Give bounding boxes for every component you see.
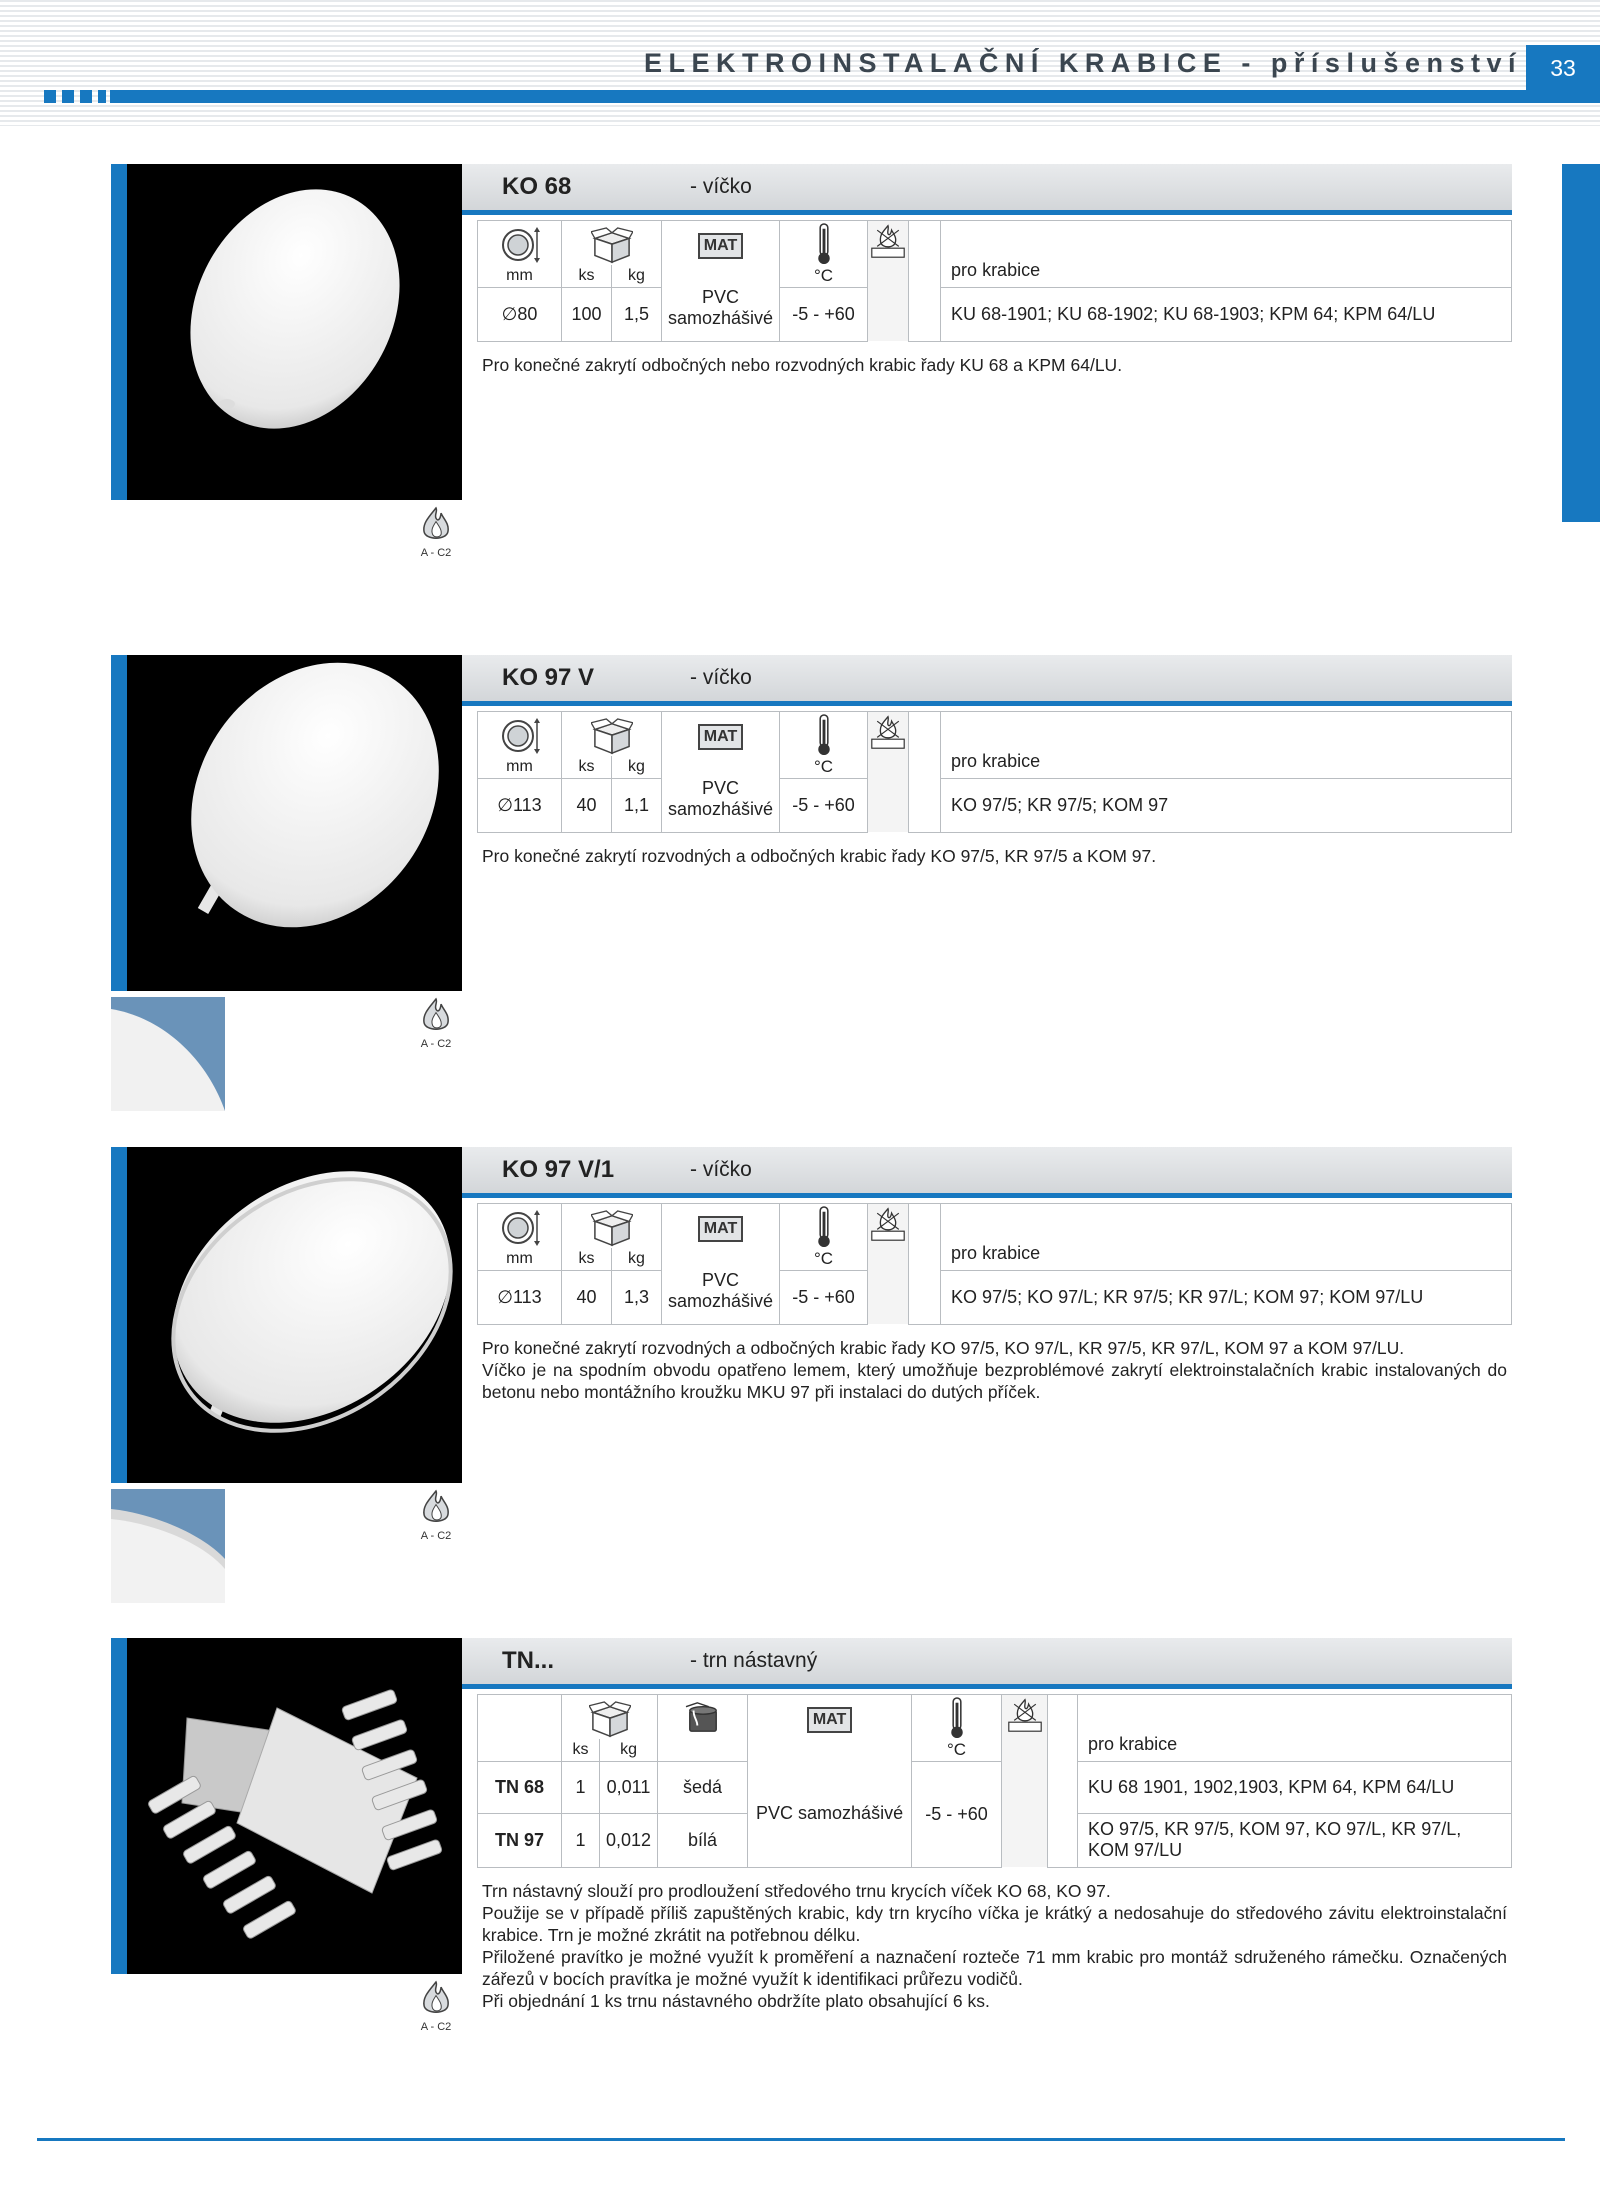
material-header-cell: [748, 1695, 912, 1762]
temperature-value: -5 - +60: [780, 778, 868, 832]
compatible-boxes: KU 68 1901, 1902,1903, KPM 64, KPM 64/LU: [1078, 1761, 1512, 1813]
product-title-bar: [462, 655, 1512, 706]
thermometer-icon: [816, 714, 832, 756]
glow-wire-icon: [870, 714, 906, 750]
flame-cert-icon: [419, 997, 453, 1035]
mat-icon: MAT: [807, 1707, 852, 1733]
flame-cert-icon: [419, 1489, 453, 1527]
temperature-header-cell: [780, 712, 868, 757]
ks-value: 100: [562, 287, 612, 341]
glow-wire-cell: [868, 1204, 909, 1325]
material-value: PVC samozhášivé: [748, 1761, 912, 1867]
pro-krabice-label: pro krabice: [941, 221, 1512, 288]
glow-wire-icon: [870, 223, 906, 259]
celsius-label: °C: [780, 265, 868, 287]
description-paragraph: Při objednání 1 ks trnu nástavného obdržíte plato obsahující 6 ks.: [482, 1991, 990, 2011]
kg-value: 1,3: [612, 1270, 662, 1324]
celsius-label: °C: [912, 1739, 1002, 1761]
spec-table: [477, 1203, 1512, 1325]
diameter-header-cell: [478, 712, 562, 757]
box-icon: [591, 227, 633, 265]
color-paint-icon: [684, 1701, 722, 1735]
header-square: [44, 90, 56, 103]
cert-label: A - C2: [420, 547, 452, 559]
product-name: - víčko: [690, 175, 752, 198]
compatible-boxes: KU 68-1901; KU 68-1902; KU 68-1903; KPM 64; KPM 64/LU: [941, 287, 1512, 341]
description-paragraph: Pro konečné zakrytí rozvodných a odbočných krabic řady KO 97/5, KR 97/5 a KOM 97.: [482, 846, 1157, 866]
package-header-cell: [562, 1204, 662, 1249]
kg-label: kg: [600, 1739, 658, 1761]
footer-line: [37, 2138, 1565, 2141]
compatible-boxes: KO 97/5; KR 97/5; KOM 97: [941, 778, 1512, 832]
kg-value: 0,011: [600, 1761, 658, 1813]
cover-photo-image: [127, 655, 462, 991]
spec-table: [477, 220, 1512, 342]
description-paragraph: Přiložené pravítko je možné využít k proměření a naznačení rozteče 71 mm krabic pro montáž sdruženého rámečku. Označených zářezů v bocích pravítka je možné využít k identifikaci průřezu vodičů.: [482, 1947, 1507, 1989]
ks-label: ks: [562, 265, 612, 287]
temperature-header-cell: [912, 1695, 1002, 1740]
photo-accent-bar: [111, 655, 127, 991]
header-square: [98, 90, 106, 103]
product-code: TN...: [502, 1647, 554, 1674]
description-paragraph: Pro konečné zakrytí rozvodných a odbočných krabic řady KO 97/5, KO 97/L, KR 97/5, KR 97/L, KOM 97 a KOM 97/LU.: [482, 1338, 1405, 1358]
product-photo: [111, 1147, 462, 1483]
glow-wire-icon: [870, 1206, 906, 1242]
product-description: [482, 1337, 1507, 1403]
diameter-icon: [500, 1208, 540, 1248]
pro-krabice-label: pro krabice: [941, 1204, 1512, 1271]
photo-accent-bar: [111, 164, 127, 500]
ks-value: 40: [562, 1270, 612, 1324]
package-header-cell: [562, 712, 662, 757]
product-name: - víčko: [690, 666, 752, 689]
kg-label: kg: [612, 265, 662, 287]
product-description: [482, 354, 1507, 376]
page-number: 33: [1526, 45, 1600, 91]
product-photo: [111, 1638, 462, 1974]
material-value: PVC samozhášivé: [662, 287, 780, 341]
mm-label: mm: [478, 756, 562, 778]
product-code: KO 68: [502, 173, 572, 200]
mm-label: mm: [478, 265, 562, 287]
mat-icon: MAT: [698, 724, 743, 750]
glow-wire-cell: [1002, 1695, 1048, 1868]
header-square: [62, 90, 74, 103]
celsius-label: °C: [780, 756, 868, 778]
kg-value: 1,1: [612, 778, 662, 832]
empty-cell: [1048, 1695, 1078, 1868]
product-description: [482, 1880, 1507, 2012]
side-tab: [1562, 164, 1600, 522]
ks-value: 1: [562, 1813, 600, 1867]
box-icon: [591, 718, 633, 756]
cert-label: A - C2: [420, 2021, 452, 2033]
empty-cell: [909, 221, 941, 342]
product-title-bar: [462, 1147, 1512, 1198]
flame-cert-badge: [416, 506, 456, 559]
product-photo: [111, 164, 462, 500]
box-icon: [591, 1210, 633, 1248]
table-row: [478, 1761, 1512, 1813]
description-paragraph: Víčko je na spodním obvodu opatřeno lemem, který umožňuje bezproblémové zakrytí elektroinstalačních krabic instalovaných do betonu nebo montážního kroužku MKU 97 při instalaci do dutých příček.: [482, 1360, 1507, 1402]
temperature-value: -5 - +60: [780, 287, 868, 341]
color-value: šedá: [658, 1761, 748, 1813]
diameter-value: ∅113: [478, 778, 562, 832]
diameter-value: ∅80: [478, 287, 562, 341]
product-code: KO 97 V: [502, 664, 595, 691]
color-header-cell: [658, 1695, 748, 1762]
variant-code: TN 97: [478, 1813, 562, 1867]
ks-value: 40: [562, 778, 612, 832]
glow-wire-icon: [1007, 1697, 1043, 1733]
color-value: bílá: [658, 1813, 748, 1867]
description-paragraph: Použije se v případě příliš zapuštěných krabic, kdy trn krycího víčka je krátký a nedosahuje do středového závitu elektroinstalační krabice. Trn je možné zkrátit na potřebnou délku.: [482, 1903, 1507, 1945]
pro-krabice-label: pro krabice: [1078, 1695, 1512, 1762]
material-header-cell: [662, 712, 780, 779]
kg-label: kg: [612, 756, 662, 778]
diameter-icon: [500, 225, 540, 265]
temperature-value: -5 - +60: [912, 1761, 1002, 1867]
header-bar: [110, 90, 1600, 103]
temperature-value: -5 - +60: [780, 1270, 868, 1324]
mm-label: mm: [478, 1248, 562, 1270]
material-header-cell: [662, 221, 780, 288]
glow-wire-cell: [868, 712, 909, 833]
photo-accent-bar: [111, 1147, 127, 1483]
box-icon: [589, 1701, 631, 1739]
kg-label: kg: [612, 1248, 662, 1270]
flame-cert-badge: [416, 997, 456, 1050]
material-value: PVC samozhášivé: [662, 1270, 780, 1324]
compatible-boxes: KO 97/5; KO 97/L; KR 97/5; KR 97/L; KOM 97; KOM 97/LU: [941, 1270, 1512, 1324]
detail-photo: [111, 997, 225, 1111]
thermometer-icon: [816, 1206, 832, 1248]
product-name: - víčko: [690, 1158, 752, 1181]
product-name: - trn nástavný: [690, 1649, 818, 1672]
flame-cert-icon: [419, 1980, 453, 2018]
diameter-icon: [500, 716, 540, 756]
product-code: KO 97 V/1: [502, 1156, 615, 1183]
spec-table: [477, 711, 1512, 833]
flame-cert-icon: [419, 506, 453, 544]
cover-photo-image: [127, 1147, 462, 1483]
temperature-header-cell: [780, 221, 868, 266]
celsius-label: °C: [780, 1248, 868, 1270]
diameter-value: ∅113: [478, 1270, 562, 1324]
ks-label: ks: [562, 756, 612, 778]
header-square: [80, 90, 92, 103]
description-paragraph: Pro konečné zakrytí odbočných nebo rozvodných krabic řady KU 68 a KPM 64/LU.: [482, 355, 1123, 375]
diameter-header-cell: [478, 221, 562, 266]
ks-value: 1: [562, 1761, 600, 1813]
package-header-cell: [562, 1695, 658, 1740]
variant-code: TN 68: [478, 1761, 562, 1813]
product-photo: [111, 655, 462, 991]
empty-cell: [909, 1204, 941, 1325]
material-header-cell: [662, 1204, 780, 1271]
mat-icon: MAT: [698, 1216, 743, 1242]
mat-icon: MAT: [698, 233, 743, 259]
ks-label: ks: [562, 1739, 600, 1761]
package-header-cell: [562, 221, 662, 266]
thermometer-icon: [949, 1697, 965, 1739]
ks-label: ks: [562, 1248, 612, 1270]
product-title-bar: [462, 164, 1512, 215]
flame-cert-badge: [416, 1489, 456, 1542]
edge-detail-image: [111, 997, 225, 1111]
thermometer-icon: [816, 223, 832, 265]
cover-photo-image: [127, 164, 462, 500]
temperature-header-cell: [780, 1204, 868, 1249]
material-value: PVC samozhášivé: [662, 778, 780, 832]
flame-cert-badge: [416, 1980, 456, 2033]
cert-label: A - C2: [420, 1038, 452, 1050]
code-header-cell: [478, 1695, 562, 1762]
photo-accent-bar: [111, 1638, 127, 1974]
page-header-title: ELEKTROINSTALAČNÍ KRABICE - příslušenství: [643, 48, 1522, 78]
product-title-bar: [462, 1638, 1512, 1689]
diameter-header-cell: [478, 1204, 562, 1249]
spec-table: [477, 1694, 1512, 1868]
detail-photo: [111, 1489, 225, 1603]
pro-krabice-label: pro krabice: [941, 712, 1512, 779]
edge-detail-image: [111, 1489, 225, 1603]
product-description: [482, 845, 1507, 867]
extension-pin-photo-image: [127, 1638, 462, 1974]
kg-value: 1,5: [612, 287, 662, 341]
kg-value: 0,012: [600, 1813, 658, 1867]
description-paragraph: Trn nástavný slouží pro prodloužení středového trnu krycích víček KO 68, KO 97.: [482, 1881, 1111, 1901]
glow-wire-cell: [868, 221, 909, 342]
cert-label: A - C2: [420, 1530, 452, 1542]
empty-cell: [909, 712, 941, 833]
compatible-boxes: KO 97/5, KR 97/5, KOM 97, KO 97/L, KR 97/L, KOM 97/LU: [1078, 1813, 1512, 1867]
